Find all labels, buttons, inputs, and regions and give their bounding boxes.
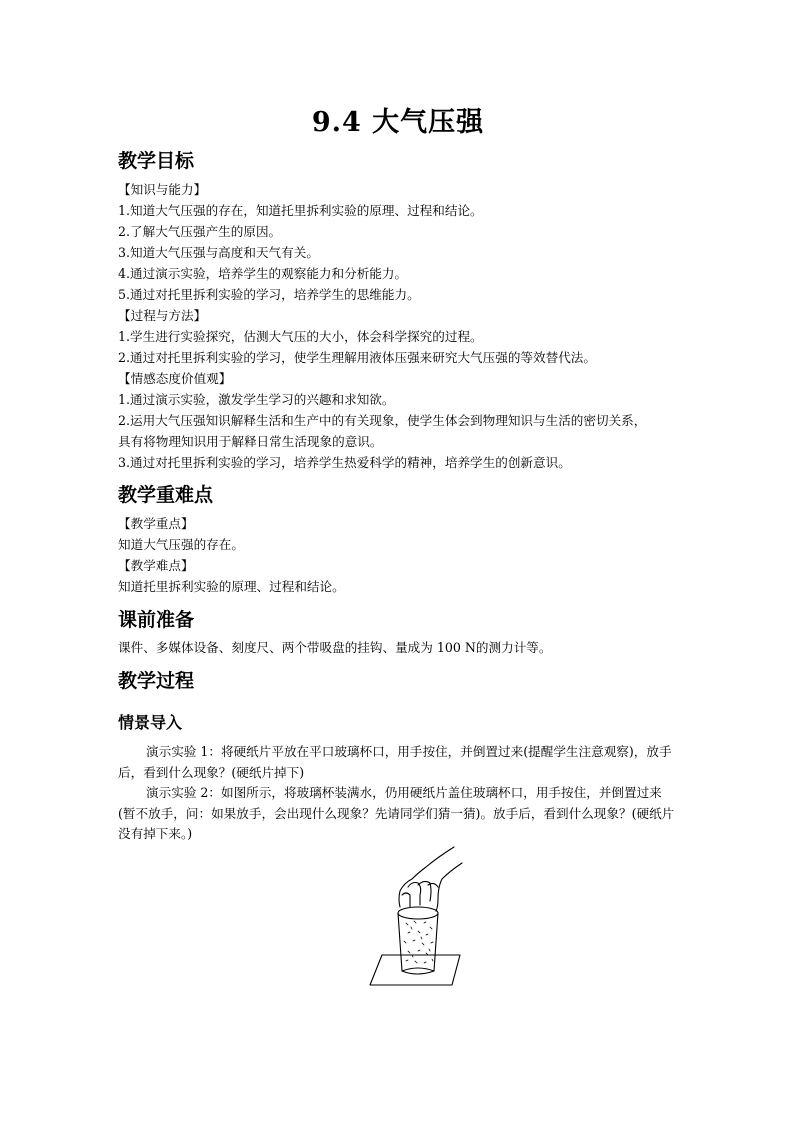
emotion-item-3: 3.通过对托里拆利实验的学习，培养学生热爱科学的精神，培养学生的创新意识。 (118, 455, 571, 470)
difficulty-text: 知道托里拆利实验的原理、过程和结论。 (118, 579, 345, 594)
cardboard-shape (370, 955, 460, 985)
demo-2-text: 演示实验 2：如图所示，将玻璃杯装满水，仍用硬纸片盖住玻璃杯口，用手按住，并倒置过来(暂不放手，问：如果放手，会出现什么现象？先请同学们猜一猜)。放手后，看到什么现象？(硬纸片没有掉下来。) (118, 785, 675, 841)
focus-text: 知道大气压强的存在。 (118, 537, 244, 552)
page-title: 9.4 大气压强 (311, 107, 485, 138)
emotion-item-2-cont: 具有将物理知识用于解释日常生活现象的意识。 (118, 434, 383, 449)
knowledge-item-2: 2.了解大气压强产生的原因。 (118, 224, 282, 239)
emotion-item-1: 1.通过演示实验，激发学生学习的兴趣和求知欲。 (118, 392, 395, 407)
demo-1-paragraph (118, 742, 678, 783)
process-method-item-2: 2.通过对托里拆利实验的学习，使学生理解用液体压强来研究大气压强的等效替代法。 (118, 350, 596, 365)
glass-shape (398, 913, 438, 974)
teaching-process-heading: 教学过程 (118, 670, 195, 692)
knowledge-item-1: 1.知道大气压强的存在，知道托里拆利实验的原理、过程和结论。 (118, 203, 483, 218)
demo-2-paragraph (118, 783, 678, 845)
focus-label: 【教学重点】 (118, 516, 194, 531)
difficulty-label: 【教学难点】 (118, 558, 194, 573)
preparation-heading: 课前准备 (118, 609, 195, 631)
knowledge-item-4: 4.通过演示实验，培养学生的观察能力和分析能力。 (118, 266, 408, 281)
preparation-text: 课件、多媒体设备、刻度尺、两个带吸盘的挂钩、量成为 100 N的测力计等。 (118, 640, 552, 655)
emotion-label: 【情感态度价值观】 (118, 371, 232, 386)
scenario-intro-heading: 情景导入 (118, 713, 183, 732)
objectives-heading: 教学目标 (118, 150, 195, 172)
knowledge-item-5: 5.通过对托里拆利实验的学习，培养学生的思维能力。 (118, 287, 420, 302)
key-points-heading: 教学重难点 (118, 484, 214, 506)
knowledge-label: 【知识与能力】 (118, 182, 207, 197)
emotion-item-2: 2.运用大气压强知识解释生活和生产中的有关现象，使学生体会到物理知识与生活的密切关系， (118, 413, 647, 428)
process-method-item-1: 1.学生进行实验探究，估测大气压的大小，体会科学探究的过程。 (118, 329, 483, 344)
demo-1-text: 演示实验 1：将硬纸片平放在平口玻璃杯口，用手按住，并倒置过来(提醒学生注意观察)，放手后，看到什么现象？(硬纸片掉下) (118, 744, 672, 780)
knowledge-item-3: 3.知道大气压强与高度和天气有关。 (118, 245, 319, 260)
process-method-label: 【过程与方法】 (118, 308, 207, 323)
inverted-glass-figure (368, 843, 468, 988)
